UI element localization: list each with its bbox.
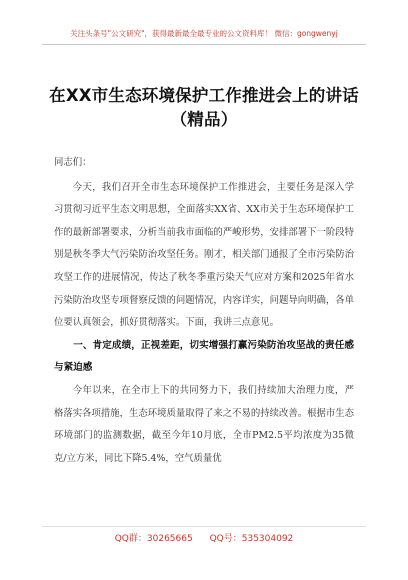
document-title: 在XX市生态环境保护工作推进会上的讲话（精品） <box>49 86 359 129</box>
document-body <box>54 152 354 470</box>
header-divider <box>42 44 366 45</box>
qq-group-label: QQ群：30265665 <box>114 534 193 544</box>
salutation: 同志们： <box>54 157 92 168</box>
page-header-notice: 关注头条号"公文研究"，获得最新最全最专业的公文资料库！ 微信：gongwenyj <box>70 29 338 38</box>
qq-number-label: QQ号：535304092 <box>209 534 294 544</box>
body-paragraph: 今天，我们召开全市生态环境保护工作推进会，主要任务是深入学习贯彻习近平生态文明思想，全面落实XX省、XX市关于生态环境保护工作的最新部署要求，分析当前我市面临的严峻形势，安排部署下一阶段特别是秋冬季大气污染防治攻坚任务。刚才，相关部门通报了全市污染防治攻坚工作的进展情况，传达了秋冬季重污染天气应对方案和2025年省水污染防治攻坚专项督察反馈的问题情况，内容详实，问题导向明确，各单位要认真领会，抓好贯彻落实。下面，我讲三点意见。 <box>54 181 355 329</box>
page-footer <box>0 531 408 544</box>
body-paragraph: 今年以来，在全市上下的共同努力下，我们持续加大治理力度，严格落实各项措施，生态环境质量取得了来之不易的持续改善。根据市生态环境部门的监测数据，截至今年10月底，全市PM2.5平均浓度为35微克/立方米，同比下降5.4%，空气质量优 <box>54 384 355 464</box>
section-heading: 一、肯定成绩，正视差距，切实增强打赢污染防治攻坚战的责任感与紧迫感 <box>54 339 354 374</box>
footer-divider <box>42 526 366 527</box>
